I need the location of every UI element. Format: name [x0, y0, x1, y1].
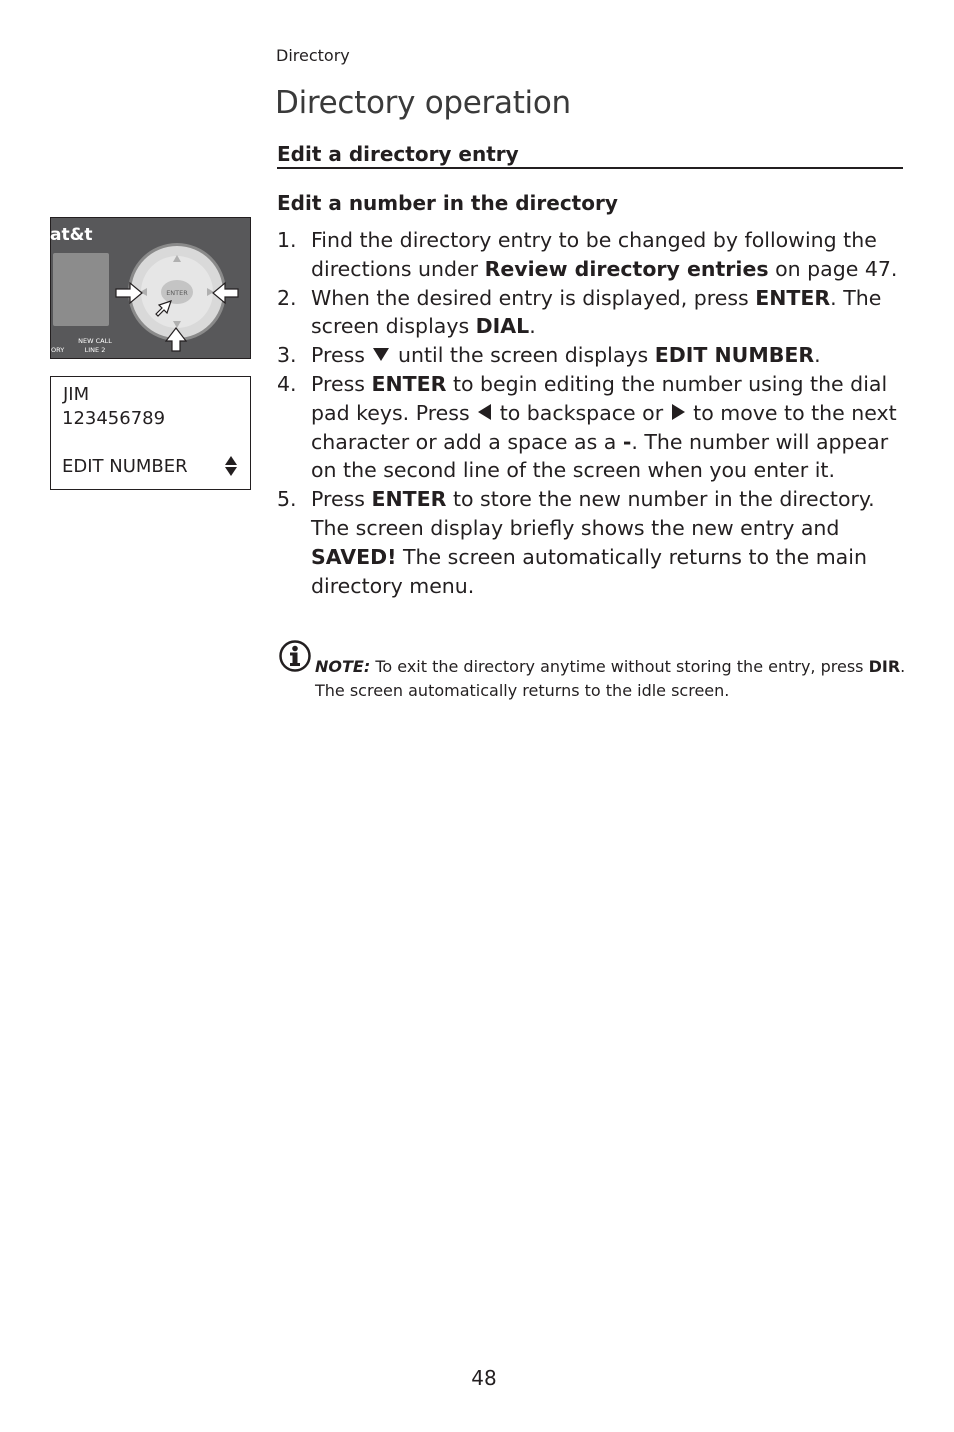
- note-text: NOTE: To exit the directory anytime without storing the entry, press DIR. The screen automatically returns to the idle screen.: [315, 657, 906, 700]
- up-down-arrows-icon: [225, 456, 237, 476]
- step-number: 3.: [277, 343, 297, 368]
- link-review-directory-entries: Review directory entries: [484, 256, 769, 281]
- right-arrow-icon: [672, 404, 685, 420]
- step-3: 3. Press until the screen displays EDIT NUMBER.: [277, 341, 917, 370]
- page-title: Directory operation: [275, 85, 571, 121]
- screen-edit-number: EDIT NUMBER: [654, 343, 815, 368]
- key-label-directory: ORY: [51, 346, 65, 354]
- screen-saved: SAVED!: [311, 544, 397, 569]
- step-1: 1. Find the directory entry to be changed by following the directions under Review directory entries on page 47.: [277, 228, 898, 281]
- key-enter: ENTER: [371, 371, 447, 396]
- screen-dial: DIAL: [475, 314, 530, 339]
- dash-symbol: -: [622, 429, 632, 454]
- step-5: 5. Press ENTER to store the new number in the directory. The screen display briefly shows the new entry and SAVED! The screen automatically returns to the main directory menu.: [277, 487, 875, 598]
- lcd-line-1: JIM: [63, 384, 90, 405]
- step-number: 5.: [277, 487, 297, 512]
- breadcrumb: Directory: [276, 46, 350, 65]
- steps-list: [277, 226, 917, 600]
- key-label-new-call: NEW CALL: [78, 337, 112, 345]
- step-number: 4.: [277, 371, 297, 396]
- phone-navigation-keys-image: [50, 217, 251, 359]
- left-arrow-icon: [478, 404, 491, 420]
- lcd-screen: [50, 376, 251, 490]
- step-number: 2.: [277, 285, 297, 310]
- step-4: 4. Press ENTER to begin editing the number using the dial pad keys. Press to backspace or to move to the next character or add a space as a -. The number will appear on the second line of the screen when you enter it.: [277, 371, 897, 483]
- lcd-panel: [53, 253, 109, 326]
- key-enter: ENTER: [371, 487, 447, 512]
- info-icon: [279, 640, 311, 672]
- section-title: Edit a directory entry: [277, 142, 903, 169]
- key-label-line-2: LINE 2: [84, 346, 106, 354]
- down-arrow-icon: [373, 348, 389, 361]
- step-number: 1.: [277, 228, 297, 252]
- lcd-line-3: EDIT NUMBER: [62, 456, 188, 477]
- step-2: 2. When the desired entry is displayed, press ENTER. The screen displays DIAL.: [277, 285, 882, 339]
- page-number: 48: [471, 1366, 497, 1390]
- brand-logo: at&t: [50, 225, 93, 245]
- note-label: NOTE:: [315, 657, 371, 676]
- lcd-line-2: 123456789: [62, 408, 166, 429]
- enter-button-label: ENTER: [166, 289, 188, 297]
- key-dir: DIR: [868, 657, 901, 676]
- key-enter: ENTER: [755, 285, 831, 310]
- subsection-title: Edit a number in the directory: [277, 191, 618, 215]
